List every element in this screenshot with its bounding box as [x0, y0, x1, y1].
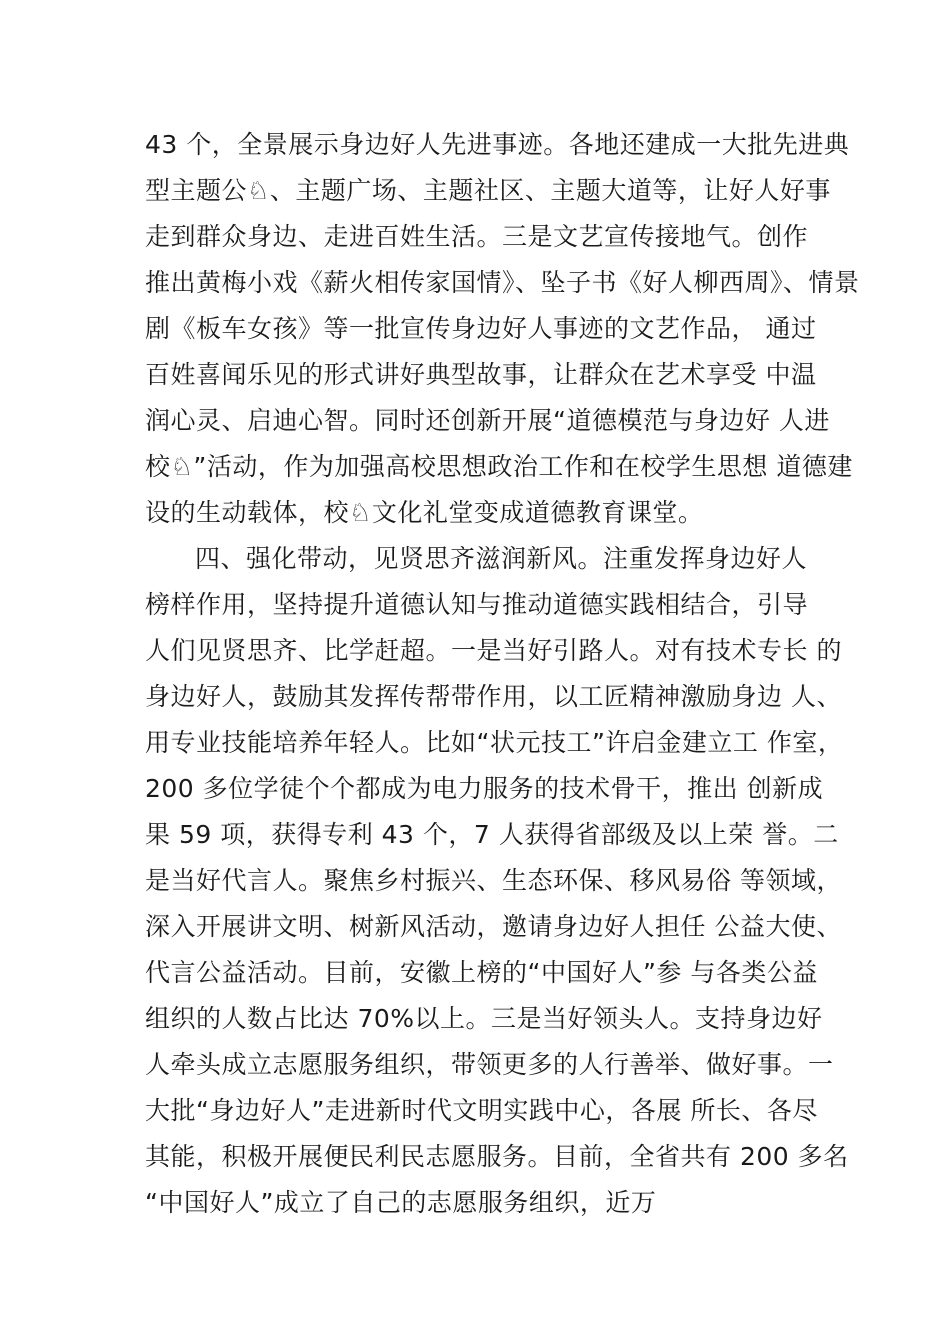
section-heading-line: 四、强化带动，见贤思齐滋润新风。注重发挥身边好人 [195, 544, 808, 573]
text-line: 200 多位学徒个个都成为电力服务的技术骨干，推出 创新成 [145, 774, 824, 803]
text-line: 校♘”活动，作为加强高校思想政治工作和在校学生思想 道德建 [145, 452, 853, 481]
text-line: 果 59 项，获得专利 43 个，7 人获得省部级及以上荣 誉。二 [145, 820, 839, 849]
text-line: 深入开展讲文明、树新风活动，邀请身边好人担任 公益大使、 [145, 912, 842, 941]
text-line: 是当好代言人。聚焦乡村振兴、生态环保、移风易俗 等领域， [145, 866, 842, 895]
text-line: 推出黄梅小戏《薪火相传家国情》、坠子书《好人柳西周》、情景 [145, 268, 860, 297]
text-line: “中国好人”成立了自己的志愿服务组织，近万 [145, 1188, 657, 1217]
text-line: 组织的人数占比达 70%以上。三是当好领头人。支持身边好 [145, 1004, 823, 1033]
text-line: 百姓喜闻乐见的形式讲好典型故事，让群众在艺术享受 中温 [145, 360, 817, 389]
text-line: 大批“身边好人”走进新时代文明实践中心，各展 所长、各尽 [145, 1096, 818, 1125]
text-line: 榜样作用，坚持提升道德认知与推动道德实践相结合，引导 [145, 590, 809, 619]
text-line: 剧《板车女孩》等一批宣传身边好人事迹的文艺作品， 通过 [145, 314, 817, 343]
text-line: 设的生动载体，校♘文化礼堂变成道德教育课堂。 [145, 498, 704, 527]
text-line: 代言公益活动。目前，安徽上榜的“中国好人”参 与各类公益 [145, 958, 818, 987]
body-text [145, 122, 860, 1226]
text-line: 人牵头成立志愿服务组织，带领更多的人行善举、做好事。一 [145, 1050, 834, 1079]
text-line: 走到群众身边、走进百姓生活。三是文艺宣传接地气。创作 [145, 222, 809, 251]
text-line: 用专业技能培养年轻人。比如“状元技工”许启金建立工 作室， [145, 728, 844, 757]
text-line: 人们见贤思齐、比学赶超。一是当好引路人。对有技术专长 的 [145, 636, 842, 665]
text-line: 润心灵、启迪心智。同时还创新开展“道德模范与身边好 人进 [145, 406, 830, 435]
text-line: 身边好人，鼓励其发挥传帮带作用，以工匠精神激励身边 人、 [145, 682, 842, 711]
text-line: 其能，积极开展便民利民志愿服务。目前，全省共有 200 多名 [145, 1142, 849, 1171]
text-line: 型主题公♘、主题广场、主题社区、主题大道等，让好人好事 [145, 176, 831, 205]
text-line: 43 个，全景展示身边好人先进事迹。各地还建成一大批先进典 [145, 130, 850, 159]
